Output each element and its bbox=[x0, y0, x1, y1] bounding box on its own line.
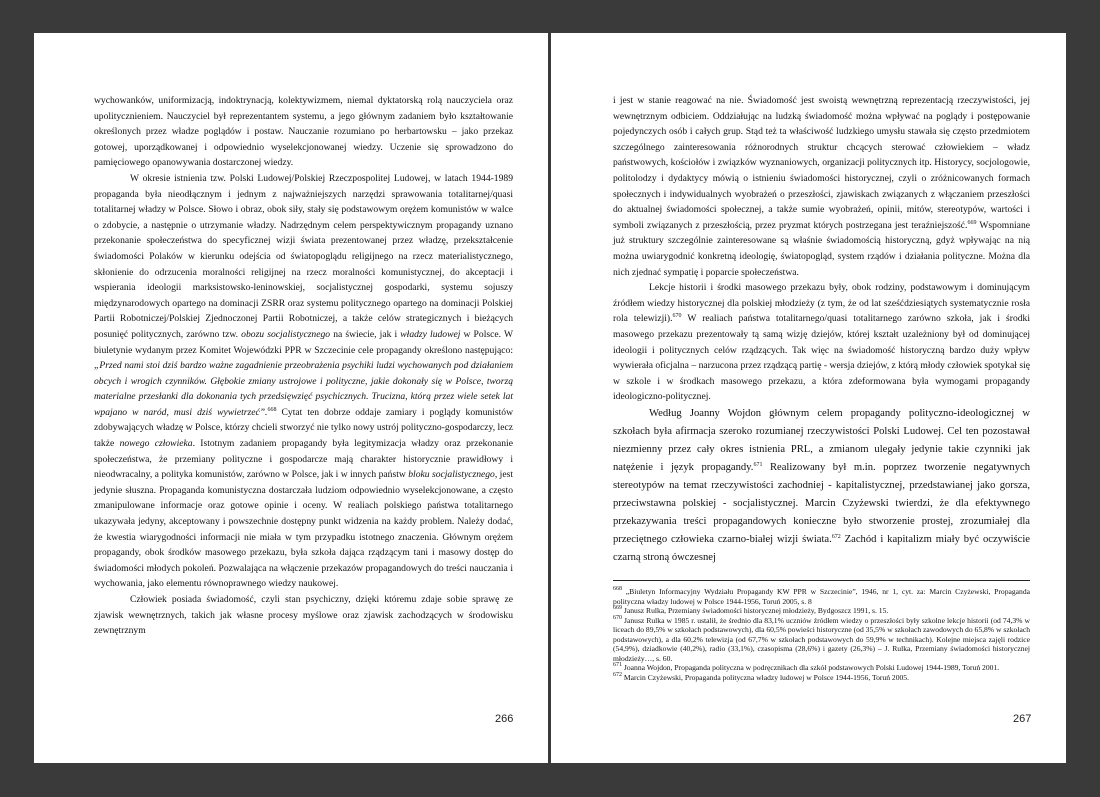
footnote-number: 672 bbox=[613, 671, 622, 678]
text-run: , jest jedynie słuszna. Propaganda komunistyczna dostarczała ludziom odpowiednio wyselekcjonowane, a często zmanipulowane informacje oraz gotowe opinie i oceny. W realiach polskiego państwa totalitarnego ukazywała jedyny, akceptowany i powszechnie dostępny punkt widzenia na każdy problem. Należy dodać, że kwestia wiarygodności informacji nie miała w tym przypadku istotnego znaczenia. Głównym orężem propagandy, obok środków masowego przekazu, była szkoła dająca rządzącym tani i masowy dostęp do świadomości młodych pokoleń. Pozwalająca na włączenie przekazów propagandowych do treści nauczania i wychowania, jako elementu równoprawnego wiedzy naukowej. bbox=[94, 469, 514, 590]
footnote-reference: 668 bbox=[267, 406, 277, 413]
paragraph bbox=[94, 171, 513, 592]
footnote-number: 671 bbox=[613, 662, 622, 668]
footnote-reference: 671 bbox=[753, 461, 763, 468]
text-run: W realiach państwa totalitarnego/quasi totalitarnego zarówno szkoła, jak i środki masowego przekazu prezentowały tą samą wizję dziejów, której kształt uzależniony był od dominującej ideologii i politycznych celów rządzących. Tak więc na świadomość historyczną bardzo duży wpływ wywierała oficjalna – narzucona przez rządzącą partię - wersja dziejów, z którą młody człowiek spotykał się w szkole i w środkach masowego przekazu, a która zdeformowana była wymogami propagandy ideologiczno-politycznej. bbox=[613, 313, 1031, 403]
text-run: Według Joanny Wojdon głównym celem propagandy polityczno-ideologicznej w szkołach była afirmacja szeroko rozumianej rzeczywistości Polski Ludowej. Cel ten pozostawał niezmienny przez cały okres istnienia PRL, a zmianom ulegały jedynie takie czynniki jak natężenie i język propagandy. bbox=[613, 407, 1030, 473]
text-run: i jest w stanie reagować na nie. Świadomość jest swoistą wewnętrzną reprezentacją rzeczywistości, jej wewnętrznym odbiciem. Oddziałując na ludzką świadomość można wpływać na poglądy i postępowanie pojedynczych osób i całych grup. Stąd też ta właściwość ludzkiego umysłu stawała się często przedmiotem szczególnego zainteresowania różnorodnych struktur chcących sterować człowiekiem – władz państwowych, kościołów i związków wyznaniowych, organizacji politycznych itp. Historycy, socjologowie, politolodzy i dydaktycy mówią o istnieniu świadomości historycznej, czyli o zróżnicowanych formach społecznych i indywidualnych wyobrażeń o przeszłości, zjawiskach związanych z włączaniem przeszłości do aktualnej świadomości społecznej, a także sumie wyobrażeń, opinii, mitów, stereotypów, wartości i symboli związanych z przeszłością, przez pryzmat których postrzegana jest teraźniejszość. bbox=[613, 95, 1030, 231]
italic-text: bloku socjalistycznego bbox=[408, 469, 495, 481]
footnote-number: 670 bbox=[613, 614, 622, 621]
footnote bbox=[613, 663, 1030, 673]
text-run: Lekcje historii i środki masowego przekazu były, obok rodziny, podstawowym i dominującym źródłem wiedzy historycznej dla polskiej młodzieży (z tym, że od lat sześćdziesiątych systematycznie rosła rola telewizji). bbox=[613, 282, 1030, 325]
text-run: wychowanków, uniformizacją, indoktrynacją, kolektywizmem, niemal dyktatorską rolą nauczyciela oraz upolitycznieniem. Nauczyciel był reprezentantem systemu, a jego głównym zadaniem było kształtowanie określonych przez władze poglądów i postaw. Nauczanie rozumiano po herbartowsku – jako przekaz gotowej, uporządkowanej i odpowiednio wyselekcjonowanej wiedzy. Uczenie się sprowadzono do pamięciowego opanowywania dostarczonej wiedzy. bbox=[94, 95, 513, 169]
text-run: W okresie istnienia tzw. Polski Ludowej/Polskiej Rzeczpospolitej Ludowej, w latach 1944-1989 propaganda była nieodłącznym i jednym z najważniejszych narzędzi sprawowania totalitarnej/quasi totalitarnej władzy w Polsce. Słowo i obraz, obok siły, stały się podstawowym orężem komunistów w walce o zdobycie, a następnie o utrzymanie władzy. Nadrzędnym celem perspektywicznym propagandy uznano przekonanie społeczeństwa do specyficznej wizji świata prezentowanej przez władzę, przekształcenie świadomości Polaków w kierunku odejścia od światopoglądu religijnego na rzecz materialistycznego, skłonienie do odrzucenia moralności religijnej na rzecz moralności komunistycznej, do akceptacji i wspierania ideologii marksistowsko-leninowskiej, socjalistycznej gospodarki, systemu sojuszy międzynarodowych opartego na dominacji ZSRR oraz systemu politycznego opartego na dominacji Polskiej Partii Robotniczej/Polskiej Zjednoczonej Partii Robotniczej, a także celów strategicznych i bieżących posunięć politycznych, zarówno tzw. bbox=[94, 172, 513, 340]
document-page-left bbox=[34, 33, 548, 763]
footnote-reference: 669 bbox=[967, 219, 977, 226]
paragraph bbox=[613, 280, 1030, 405]
text-run: Realizowany był m.in. poprzez tworzenie negatywnych stereotypów na temat rzeczywistości zachodniej - kapitalistycznej, przedstawianej jako gorsza, przeciwstawna polskiej - socjalistycznej. Marcin Czyżewski twierdzi, że dla efektywnego przekazywania treści propagandowych konieczne było stworzenie prostej, zrozumiałej dla przeciętnego człowieka czarno-białej wizji świata. bbox=[613, 461, 1030, 545]
footnote-number: 669 bbox=[613, 605, 622, 611]
footnote-text: Marcin Czyżewski, Propaganda polityczna władzy ludowej w Polsce 1944-1956, Toruń 2005. bbox=[622, 672, 909, 682]
text-run: Zachód i kapitalizm miały być oczywiście czarną stroną ówczesnej bbox=[613, 533, 1031, 563]
paragraph bbox=[613, 93, 1030, 280]
page-number: 267 bbox=[1013, 713, 1032, 725]
footnote-number: 668 bbox=[613, 586, 622, 592]
footnote-reference: 672 bbox=[831, 533, 841, 540]
footnotes bbox=[613, 587, 1030, 682]
text-run: Człowiek posiada świadomość, czyli stan psychiczny, dzięki któremu zdaje sobie sprawę ze zjawisk wewnętrznych, takich jak własne procesy myślowe oraz zjawisk zachodzących w środowisku zewnętrznym bbox=[94, 594, 513, 637]
page-number: 266 bbox=[495, 713, 514, 725]
footnote bbox=[613, 673, 1030, 683]
paragraph bbox=[613, 405, 1030, 567]
footnote bbox=[613, 587, 1030, 606]
footnote-text: Joanna Wojdon, Propaganda polityczna w podręcznikach dla szkół podstawowych Polski Ludowej 1944-1989, Toruń 2001. bbox=[622, 663, 1000, 672]
paragraph bbox=[94, 592, 513, 639]
footnote-reference: 670 bbox=[672, 313, 682, 320]
footnote-separator bbox=[613, 580, 1030, 581]
text-run: na świecie, jak i bbox=[330, 328, 401, 340]
document-page-right bbox=[551, 33, 1066, 763]
right-page-body-text bbox=[613, 93, 1030, 567]
text-run: Cytat ten dobrze oddaje zamiary i poglądy komunistów zdobywających władzę w Polsce, którzy chcieli stworzyć nie tylko nowy ustrój polityczno-gospodarczy, lecz także bbox=[94, 406, 513, 450]
text-run: Wspomniane już struktury szczególnie zainteresowane są właśnie świadomością historyczną, gdyż wpływając na nią można uwiarygodnić konkretną ideologię, światopogląd, system rządów i działania polityczne. Można dla nich zjednać sympatię i poparcie społeczeństwa. bbox=[613, 219, 1030, 278]
footnote-text: „Biuletyn Informacyjny Wydziału Propagandy KW PPR w Szczecinie”, 1946, nr 1, cyt. za: Marcin Czyżewski, Propaganda polityczna władzy ludowej w Polsce 1944-1956, Toruń 2005, s. 8 bbox=[613, 587, 1030, 606]
left-page-body-text bbox=[94, 93, 513, 639]
italic-text: obozu socjalistycznego bbox=[241, 328, 331, 340]
footnote-text: Janusz Rulka w 1985 r. ustalił, że średnio dla 83,1% uczniów źródłem wiedzy o przeszłości były szkolne lekcje historii (od 74,3% w liceach do 89,5% w szkołach podstawowych), dla 60,5% powieści historyczne (od 35,5% w szkołach zawodowych do 65,8% w szkołach podstawowych), a dla 60,2% telewizja (od 67,7% w szkołach podstawowych do 59,9% w technikach). Kolejne miejsca zajęli rodzice (54,9%), dziadkowie (40,2%), radio (33,1%), czasopisma (28,6%) i gazety (26,3%) – J. Rulka, Przemiany świadomości historycznej młodzieży…, s. 60. bbox=[613, 615, 1030, 663]
italic-text: „Przed nami stoi dziś bardzo ważne zagadnienie przeobrażenia psychiki ludzi wychowanych pod działaniem obcych i wrogich czynników. Głębokie zmiany ustrojowe i polityczne, jakie dokonały się w Polsce, tworzą materialne przesłanki dla dokonania tych przedsięwzięć psychicznych. Trucizna, którą przez wiele setek lat wpajano w naród, musi dziś wywietrzeć”. bbox=[94, 360, 513, 418]
italic-text: nowego człowieka bbox=[119, 438, 193, 450]
footnote bbox=[613, 606, 1030, 616]
text-run: . Istotnym zadaniem propagandy była legitymizacja władzy oraz przekonanie społeczeństwa, że przemiany polityczne i gospodarcze mają charakter historycznie prawidłowy i nieodwracalny, a polityka komunistów, zarówno w Polsce, jak i w innych państw bbox=[94, 438, 513, 481]
footnote bbox=[613, 616, 1030, 664]
text-run: w Polsce. W biuletynie wydanym przez Komitet Wojewódzki PPR w Szczecinie cele propagandy określono następująco: bbox=[94, 328, 513, 356]
paragraph bbox=[94, 93, 513, 171]
footnote-text: Janusz Rulka, Przemiany świadomości historycznej młodzieży, Bydgoszcz 1991, s. 15. bbox=[622, 606, 889, 615]
italic-text: władzy ludowej bbox=[400, 328, 461, 340]
